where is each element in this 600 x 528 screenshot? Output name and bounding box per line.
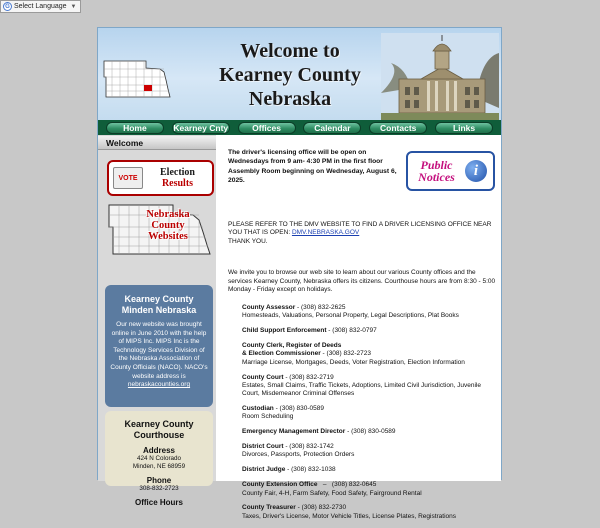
office-name[interactable]: County Extension Office: [242, 481, 318, 489]
invite-text: We invite you to browse our web site to learn about our various County offices and the services Kearney County, Nebraska offers its citizens. Courthouse hours are from 8:30 - 5:00 Monday - Friday except on holidays.: [228, 269, 496, 294]
title-line-3: Nebraska: [248, 88, 332, 110]
election-line-2: Results: [161, 178, 194, 189]
counties-line-1: Nebraska: [146, 209, 190, 220]
office-hours-heading: Office Hours: [134, 498, 183, 507]
office-name-2[interactable]: & Election Commissioner: [242, 350, 321, 358]
minden-title-2: Minden Nebraska: [121, 305, 197, 315]
list-item: [242, 466, 498, 474]
office-name[interactable]: Emergency Management Director: [242, 428, 346, 436]
office-name[interactable]: District Judge: [242, 466, 286, 474]
list-item: [242, 405, 498, 422]
list-item: [242, 443, 498, 460]
office-desc: Divorces, Passports, Protection Orders: [242, 451, 355, 459]
dmv-refer: [228, 221, 498, 246]
vote-badge-text: VOTE: [118, 174, 138, 182]
vote-icon: [113, 167, 143, 189]
sidebar: [98, 135, 216, 507]
nebraska-map-icon: [102, 58, 172, 100]
list-item: [242, 342, 498, 367]
election-line-1: Election: [160, 167, 195, 178]
office-phone: - (308) 832-2719: [283, 373, 334, 381]
courthouse-info-box: [105, 411, 213, 507]
address-line-1: 424 N Colorado: [136, 455, 182, 462]
main-nav: [98, 120, 501, 135]
nebraska-county-websites-button[interactable]: [107, 201, 214, 256]
courthouse-phone: 308-832-2723: [139, 485, 179, 492]
language-selector[interactable]: [0, 0, 81, 13]
office-desc: Estates, Small Claims, Traffic Tickets, Adoptions, Limited Civil Jurisdiction, Juvenile Court, Misdemeanor Criminal Offenses: [242, 381, 482, 398]
public-notices-label: [408, 159, 465, 183]
dmv-notice: The driver's licensing office will be open on Wednesdays from 9 am- 4:30 PM in the first floor Assembly Room beginning on Wednesday, August 6, 2025.: [228, 149, 397, 184]
google-translate-icon: G: [3, 2, 12, 11]
address-heading: Address: [142, 446, 175, 455]
court-title-1: Kearney County: [124, 419, 194, 429]
election-results-button[interactable]: [107, 160, 214, 196]
counties-line-2: County: [151, 220, 185, 231]
page-frame: [97, 27, 502, 520]
election-results-label: [143, 167, 212, 189]
thank-you: THANK YOU.: [228, 237, 268, 245]
minden-body: Our new website was brought online in June 2010 with the help of MIPS Inc. MIPS Inc is the Technology Services Division of the Nebraska Association of County Officials (NACO). NACO's website address is: [110, 321, 208, 380]
list-item: [242, 481, 498, 498]
nav-offices[interactable]: Offices: [238, 122, 296, 134]
minden-title-1: Kearney County: [124, 294, 194, 304]
public-notices-button[interactable]: [406, 151, 495, 191]
nav-links[interactable]: Links: [435, 122, 493, 134]
language-label: Select Language: [14, 3, 67, 10]
office-desc: Marriage License, Mortgages, Deeds, Voter Registration, Election Information: [242, 358, 465, 366]
dmv-link[interactable]: DMV.NEBRASKA.GOV: [291, 229, 360, 237]
office-desc: County Fair, 4-H, Farm Safety, Food Safety, Fairground Rental: [242, 489, 422, 497]
naco-link[interactable]: nebraskacounties.org: [127, 381, 191, 389]
office-name[interactable]: County Treasurer: [242, 504, 296, 512]
office-phone: - (308) 832-0797: [326, 327, 377, 335]
title-line-2: Kearney County: [219, 64, 361, 86]
refer-text: PLEASE REFER TO THE DMV WEBSITE TO FIND A DRIVER LICENSING OFFICE NEAR YOU THAT IS OPEN:: [228, 221, 492, 237]
office-phone: - (308) 832-1038: [285, 466, 336, 474]
courthouse-image: [381, 33, 499, 120]
pn-line-1: Public: [420, 158, 453, 172]
address-line-2: Minden, NE 68959: [132, 463, 186, 470]
office-phone: - (308) 830-0589: [273, 405, 325, 413]
court-title-2: Courthouse: [133, 430, 185, 440]
chevron-down-icon: ▼: [70, 3, 77, 10]
nav-home[interactable]: Home: [106, 122, 164, 134]
office-phone: - (308) 830-0589: [345, 428, 396, 436]
office-phone: - (308) 832-1742: [283, 443, 334, 451]
nav-calendar[interactable]: Calendar: [303, 122, 361, 134]
office-phone: - (308) 832-2730: [295, 504, 347, 512]
office-phone: - (308) 832-2723: [320, 350, 371, 358]
main-content: [216, 135, 501, 520]
pn-line-2: Notices: [418, 170, 455, 184]
office-list: [242, 304, 498, 528]
info-icon: i: [465, 160, 487, 182]
header-banner: [98, 28, 501, 120]
office-desc: Taxes, Driver's License, Motor Vehicle Titles, License Plates, Registrations: [242, 512, 457, 520]
list-item: [242, 304, 498, 321]
office-phone: - (308) 832-2625: [295, 304, 346, 311]
list-item: [242, 374, 498, 399]
office-name[interactable]: County Court: [242, 373, 284, 381]
county-websites-label: [127, 209, 209, 242]
office-name[interactable]: Child Support Enforcement: [242, 327, 327, 335]
office-name[interactable]: County Assessor: [242, 304, 296, 311]
welcome-tab[interactable]: Welcome: [98, 136, 216, 150]
office-phone: – (308) 832-0645: [317, 481, 377, 489]
office-name[interactable]: County Clerk, Register of Deeds: [242, 342, 342, 350]
list-item: [242, 428, 498, 436]
title-line-1: Welcome to: [240, 40, 340, 62]
office-name[interactable]: Custodian: [242, 405, 274, 413]
office-desc: Room Scheduling: [242, 413, 294, 421]
nav-contacts[interactable]: Contacts: [369, 122, 427, 134]
office-name[interactable]: District Court: [242, 443, 284, 451]
counties-line-3: Websites: [148, 231, 188, 242]
minden-info-box: [105, 285, 213, 407]
phone-heading: Phone: [146, 476, 172, 485]
nav-kearney-cnty[interactable]: Kearney Cnty: [173, 122, 229, 133]
office-desc: Homesteads, Valuations, Personal Property, Legal Descriptions, Plat Books: [242, 312, 459, 320]
list-item: [242, 327, 498, 335]
list-item: [242, 504, 498, 521]
